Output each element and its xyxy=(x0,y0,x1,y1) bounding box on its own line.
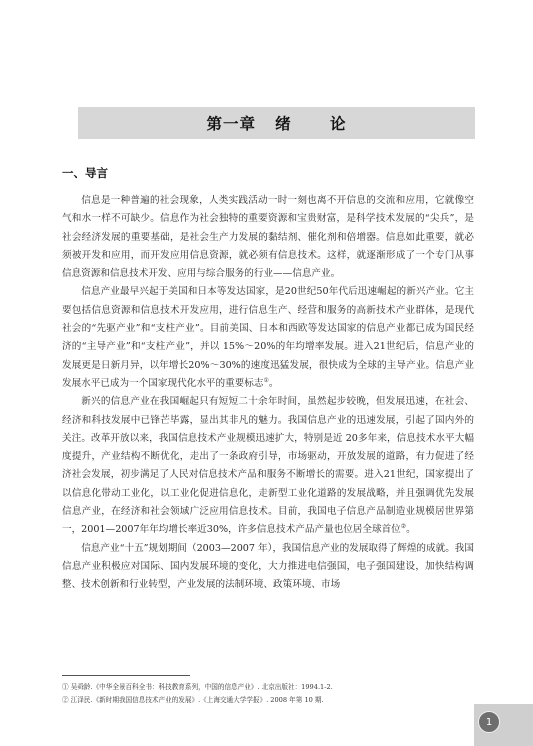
page-number: 1 xyxy=(478,711,500,733)
section-heading: 一、导言 xyxy=(62,166,108,180)
footnote-2: ② 江泽民.《新时期我国信息技术产业的发展》.《上海交通大学学报》. 2008 年第 10 期. xyxy=(62,695,324,704)
chapter-title-banner xyxy=(78,107,475,139)
paragraph-4: 信息产业“十五”规划期间（2003—2007 年），我国信息产业的发展取得了辉煌的成就。我国信息产业积极应对国际、国内发展环境的变化，大力推进电信强国，电子强国建设，加快结构调整、技术创新和行业转型，产业发展的法制环境、政策环境、市场 xyxy=(62,542,474,591)
footnote-ref-1[interactable]: ① xyxy=(263,376,269,384)
paragraph-3: 新兴的信息产业在我国崛起只有短短二十余年时间，虽然起步较晚，但发展迅速，在社会、经济和科技发展中已锋芒毕露，显出其非凡的魅力。我国信息产业的迅速发展，引起了国内外的关注。改革开放以来，我国信息技术产业规模迅速扩大，特别是近 20多年来，信息技术水平大幅度提升，产业结构不断优化，走出了一条政府引导，市场驱动，开放发展的道路，有力促进了经济社会发展，初步满足了人民对信息技术产品和服务不断增长的需要。进入21世纪，国家提出了以信息化带动工业化，以工业化促进信息化，走新型工业化道路的发展战略，并且强调优先发展信息产业，在经济和社会领域广泛应用信息技术。目前，我国电子信息产品制造业规模居世界第一，2001—2007年年均增长率近30%，许多信息技术产品产量也位居全球首位②。 xyxy=(62,396,474,536)
paragraph-1: 信息是一种普遍的社会现象，人类实践活动一时一刻也离不开信息的交流和应用，它就像空气和水一样不可缺少。信息作为社会独特的重要资源和宝贵财富，是科学技术发展的“尖兵”，是社会经济发展的重要基础，是社会生产力发展的黏结剂、催化剂和倍增器。信息如此重要，就必须被开发和应用，而开发应用信息资源，就必须有信息技术。这样，就逐渐形成了一个专门从事信息资源和信息技术开发、应用与综合服务的行业——信息产业。 xyxy=(62,195,474,280)
body-text xyxy=(62,192,474,595)
footnote-1: ① 吴舜龄.《中华全景百科全书：科技教育系列，中国的信息产业》. 北京出版社：1994.1-2. xyxy=(62,683,333,691)
chapter-title: 第一章 绪 论 xyxy=(206,115,347,133)
footnotes xyxy=(62,681,474,706)
paragraph-2: 信息产业最早兴起于美国和日本等发达国家，是20世纪50年代后迅速崛起的新兴产业。它主要包括信息资源和信息技术开发应用，进行信息生产、经营和服务的高新技术产业群体，是现代社会的“先驱产业”和“支柱产业”。目前美国、日本和西欧等发达国家的信息产业都已成为国民经济的“主导产业”和“支柱产业”，并以 15%～20%的年均增率发展。进入21世纪后，信息产业的发展更是日新月异，以年增长20%～30%的速度迅猛发展，很快成为全球的主导产业。信息产业发展水平已成为一个国家现代化水平的重要标志①。 xyxy=(62,286,474,389)
footnote-ref-2[interactable]: ② xyxy=(400,523,407,531)
footnote-divider xyxy=(62,675,190,676)
